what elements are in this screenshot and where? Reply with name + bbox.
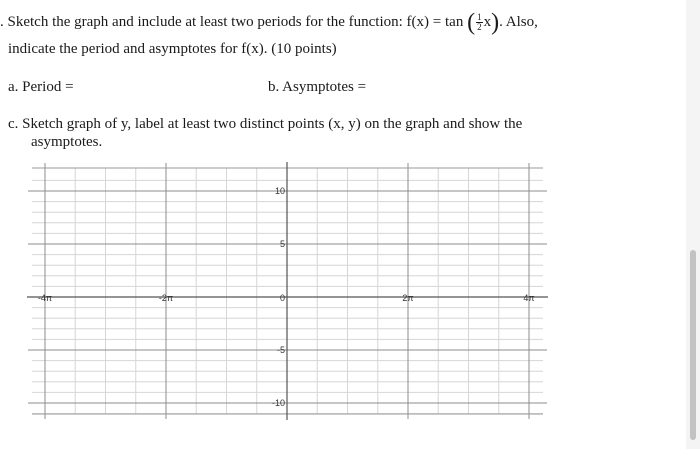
- fraction-denominator: 2: [477, 22, 482, 33]
- question-marker: .: [0, 14, 4, 30]
- x-tick-label: 0: [279, 293, 285, 303]
- y-tick-label: 10: [274, 186, 285, 196]
- x-tick-label: -4π: [37, 293, 53, 303]
- question-line-1-end: . Also,: [499, 14, 538, 30]
- x-tick-label: -2π: [158, 293, 174, 303]
- open-paren: (: [467, 9, 476, 36]
- question-line-2: indicate the period and asymptotes for f(x). (10 points): [8, 41, 337, 57]
- part-c-line-2: asymptotes.: [31, 134, 103, 150]
- y-tick-label: -10: [271, 398, 285, 408]
- y-tick-label: 5: [279, 239, 285, 249]
- part-b-asymptotes: b. Asymptotes =: [268, 79, 367, 95]
- scrollbar-thumb[interactable]: [690, 250, 696, 440]
- fraction-numerator: 1: [477, 12, 482, 23]
- vertical-scrollbar[interactable]: [686, 0, 700, 449]
- question-text: Sketch the graph and include at least two periods for the function: f(x) = tan: [7, 14, 464, 30]
- x-tick-label: 2π: [402, 293, 414, 303]
- y-tick-label: -5: [276, 345, 285, 355]
- close-paren: ): [491, 9, 500, 36]
- part-c-line-1: c. Sketch graph of y, label at least two distinct points (x, y) on the graph and show the: [8, 116, 523, 132]
- function-variable: x: [483, 14, 492, 30]
- part-a-period: a. Period =: [8, 79, 74, 95]
- x-tick-label: 4π: [523, 293, 535, 303]
